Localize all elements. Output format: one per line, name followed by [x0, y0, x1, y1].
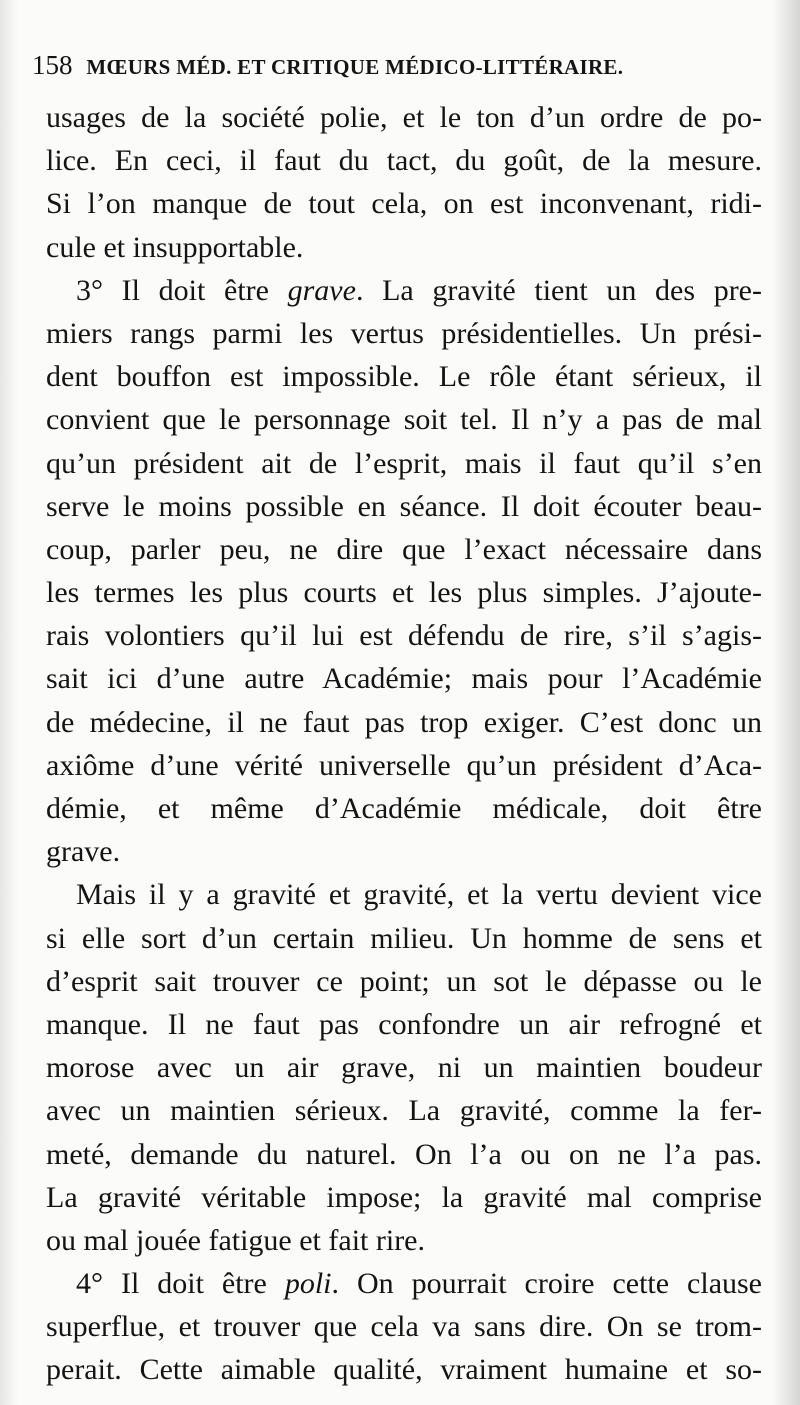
text-line: qu’un président ait de l’esprit, mais il faut qu’il s’en [46, 446, 762, 480]
text-line: démie, et même d’Académie médicale, doit être [46, 792, 762, 825]
text-line: Si l’on manque de tout cela, on est inconvenant, ridi- [46, 187, 762, 221]
text-line: d’esprit sait trouver ce point; un sot le dépasse ou le [46, 964, 762, 998]
text-line: de médecine, il ne faut pas trop exiger. C’est donc un [46, 705, 762, 739]
text-line: les termes les plus courts et les plus simples. J’ajoute- [46, 576, 762, 610]
text-line: Mais il y a gravité et gravité, et la vertu devient vice [76, 878, 762, 912]
text-line: cule et insupportable. [46, 230, 304, 264]
text-line: La gravité véritable impose; la gravité mal comprise [46, 1180, 762, 1214]
page-edge-shadow [772, 0, 800, 1405]
text-line-item-4 [46, 1262, 762, 1305]
text-line: morose avec un air grave, ni un maintien boudeur [46, 1051, 762, 1085]
text-line: avec un maintien sérieux. La gravité, comme la fer- [46, 1094, 762, 1128]
text-line: manque. Il ne faut pas confondre un air refrogné et [46, 1007, 762, 1041]
text-run: 3° Il doit être [76, 273, 288, 307]
emphasis-word: poli [284, 1267, 332, 1301]
text-line: lice. En ceci, il faut du tact, du goût, de la mesure. [46, 144, 762, 178]
text-line: ou mal jouée fatigue et fait rire. [46, 1223, 425, 1257]
text-line: miers rangs parmi les vertus présidentielles. Un prési- [46, 316, 762, 350]
text-line-item-3 [46, 269, 762, 312]
running-header [32, 52, 732, 80]
text-line: dent bouffon est impossible. Le rôle étant sérieux, il [46, 360, 762, 394]
text-line: grave. [46, 835, 121, 869]
body-text [46, 96, 762, 1392]
text-line: serve le moins possible en séance. Il doit écouter beau- [46, 489, 762, 523]
text-line: si elle sort d’un certain milieu. Un homme de sens et [46, 921, 762, 955]
text-line: convient que le personnage soit tel. Il n’y a pas de mal [46, 403, 762, 437]
text-run: . On pourrait croire cette clause [331, 1267, 762, 1301]
emphasis-word: grave [287, 273, 356, 307]
text-line: coup, parler peu, ne dire que l’exact nécessaire dans [46, 532, 762, 566]
page-number: 158 [32, 50, 73, 80]
text-line: rais volontiers qu’il lui est défendu de rire, s’il s’agis- [46, 619, 762, 653]
text-line: meté, demande du naturel. On l’a ou on ne l’a pas. [46, 1137, 762, 1171]
text-line: perait. Cette aimable qualité, vraiment humaine et so- [46, 1353, 762, 1387]
text-line: superflue, et trouver que cela va sans dire. On se trom- [46, 1310, 762, 1344]
running-title: MŒURS MÉD. ET CRITIQUE MÉDICO-LITTÉRAIRE. [86, 55, 624, 79]
text-run: 4° Il doit être [76, 1267, 285, 1301]
text-line: usages de la société polie, et le ton d’un ordre de po- [46, 101, 762, 134]
page-gutter-shadow [0, 0, 18, 1405]
text-line: axiôme d’une vérité universelle qu’un président d’Aca- [46, 748, 762, 782]
text-run: . La gravité tient un des pre- [355, 273, 762, 307]
text-line: sait ici d’une autre Académie; mais pour l’Académie [46, 662, 762, 696]
